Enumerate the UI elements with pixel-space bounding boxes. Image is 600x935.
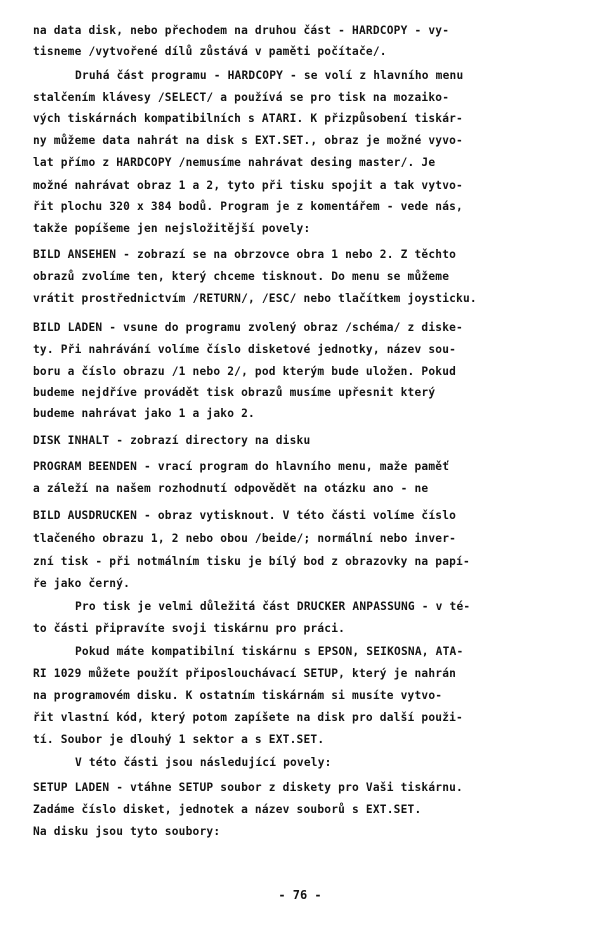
text-line: RI 1029 můžete použít připoslouchávací SETUP, který je nahrán [33, 667, 457, 680]
text-line: vých tiskárnách kompatibilních s ATARI. K přizpůsobení tiskár- [33, 112, 463, 125]
text-line: lat přímo z HARDCOPY /nemusíme nahrávat desing master/. Je [33, 156, 436, 169]
text-line: ře jako černý. [33, 577, 131, 590]
text-line: na data disk, nebo přechodem na druhou část - HARDCOPY - vy- [33, 24, 450, 37]
text-line: Na disku jsou tyto soubory: [33, 825, 221, 838]
text-line: Zadáme číslo disket, jednotek a název souborů s EXT.SET. [33, 803, 422, 816]
text-line: Druhá část programu - HARDCOPY - se volí z hlavního menu [75, 69, 464, 82]
text-line: PROGRAM BEENDEN - vrací program do hlavního menu, maže paměť [33, 460, 450, 473]
text-line: na programovém disku. K ostatním tiskárnám si musíte vytvo- [33, 689, 443, 702]
text-line: takže popíšeme jen nejsložitější povely: [33, 222, 311, 235]
text-line: budeme nahrávat jako 1 a jako 2. [33, 407, 255, 420]
text-line: tí. Soubor je dlouhý 1 sektor a s EXT.SET. [33, 733, 325, 746]
text-line: V této části jsou následující povely: [75, 756, 332, 769]
text-line: obrazů zvolíme ten, který chceme tisknout. Do menu se můžeme [33, 270, 450, 283]
text-line: stalčením klávesy /SELECT/ a používá se pro tisk na mozaiko- [33, 91, 450, 104]
text-line: SETUP LADEN - vtáhne SETUP soubor z diskety pro Vaši tiskárnu. [33, 781, 463, 794]
text-line: zní tisk - při notmálním tisku je bílý bod z obrazovky na papí- [33, 555, 470, 568]
text-line: řit plochu 320 x 384 bodů. Program je z komentářem - vede nás, [33, 200, 463, 213]
text-line: Pro tisk je velmi důležitá část DRUCKER ANPASSUNG - v té- [75, 600, 471, 613]
text-line: tisneme /vytvořené dílů zůstává v paměti počítače/. [33, 45, 387, 58]
text-line: vrátit prostřednictvím /RETURN/, /ESC/ nebo tlačítkem joysticku. [33, 292, 477, 305]
text-line: ty. Při nahrávání volíme číslo disketové jednotky, název sou- [33, 343, 457, 356]
text-line: boru a číslo obrazu /1 nebo 2/, pod kterým bude uložen. Pokud [33, 365, 457, 378]
text-line: BILD AUSDRUCKEN - obraz vytisknout. V této části volíme číslo [33, 509, 457, 522]
text-line: a záleží na našem rozhodnutí odpovědět na otázku ano - ne [33, 482, 429, 495]
text-line: BILD ANSEHEN - zobrazí se na obrzovce obra 1 nebo 2. Z těchto [33, 248, 457, 261]
text-line: to části připravíte svoji tiskárnu pro práci. [33, 622, 346, 635]
text-line: Pokud máte kompatibilní tiskárnu s EPSON, SEIKOSNA, ATA- [75, 645, 464, 658]
text-line: BILD LADEN - vsune do programu zvolený obraz /schéma/ z diske- [33, 321, 463, 334]
text-line: řit vlastní kód, který potom zapíšete na disk pro další použi- [33, 711, 463, 724]
text-line: ny můžeme data nahrát na disk s EXT.SET., obraz je možné vyvo- [33, 134, 463, 147]
text-line: DISK INHALT - zobrazí directory na disku [33, 434, 311, 447]
text-line: možné nahrávat obraz 1 a 2, tyto při tisku spojit a tak vytvo- [33, 179, 463, 192]
page-number: - 76 - [278, 888, 322, 902]
text-line: tlačeného obrazu 1, 2 nebo obou /beide/; normální nebo inver- [33, 532, 457, 545]
text-line: budeme nejdříve provádět tisk obrazů musíme upřesnit který [33, 386, 436, 399]
